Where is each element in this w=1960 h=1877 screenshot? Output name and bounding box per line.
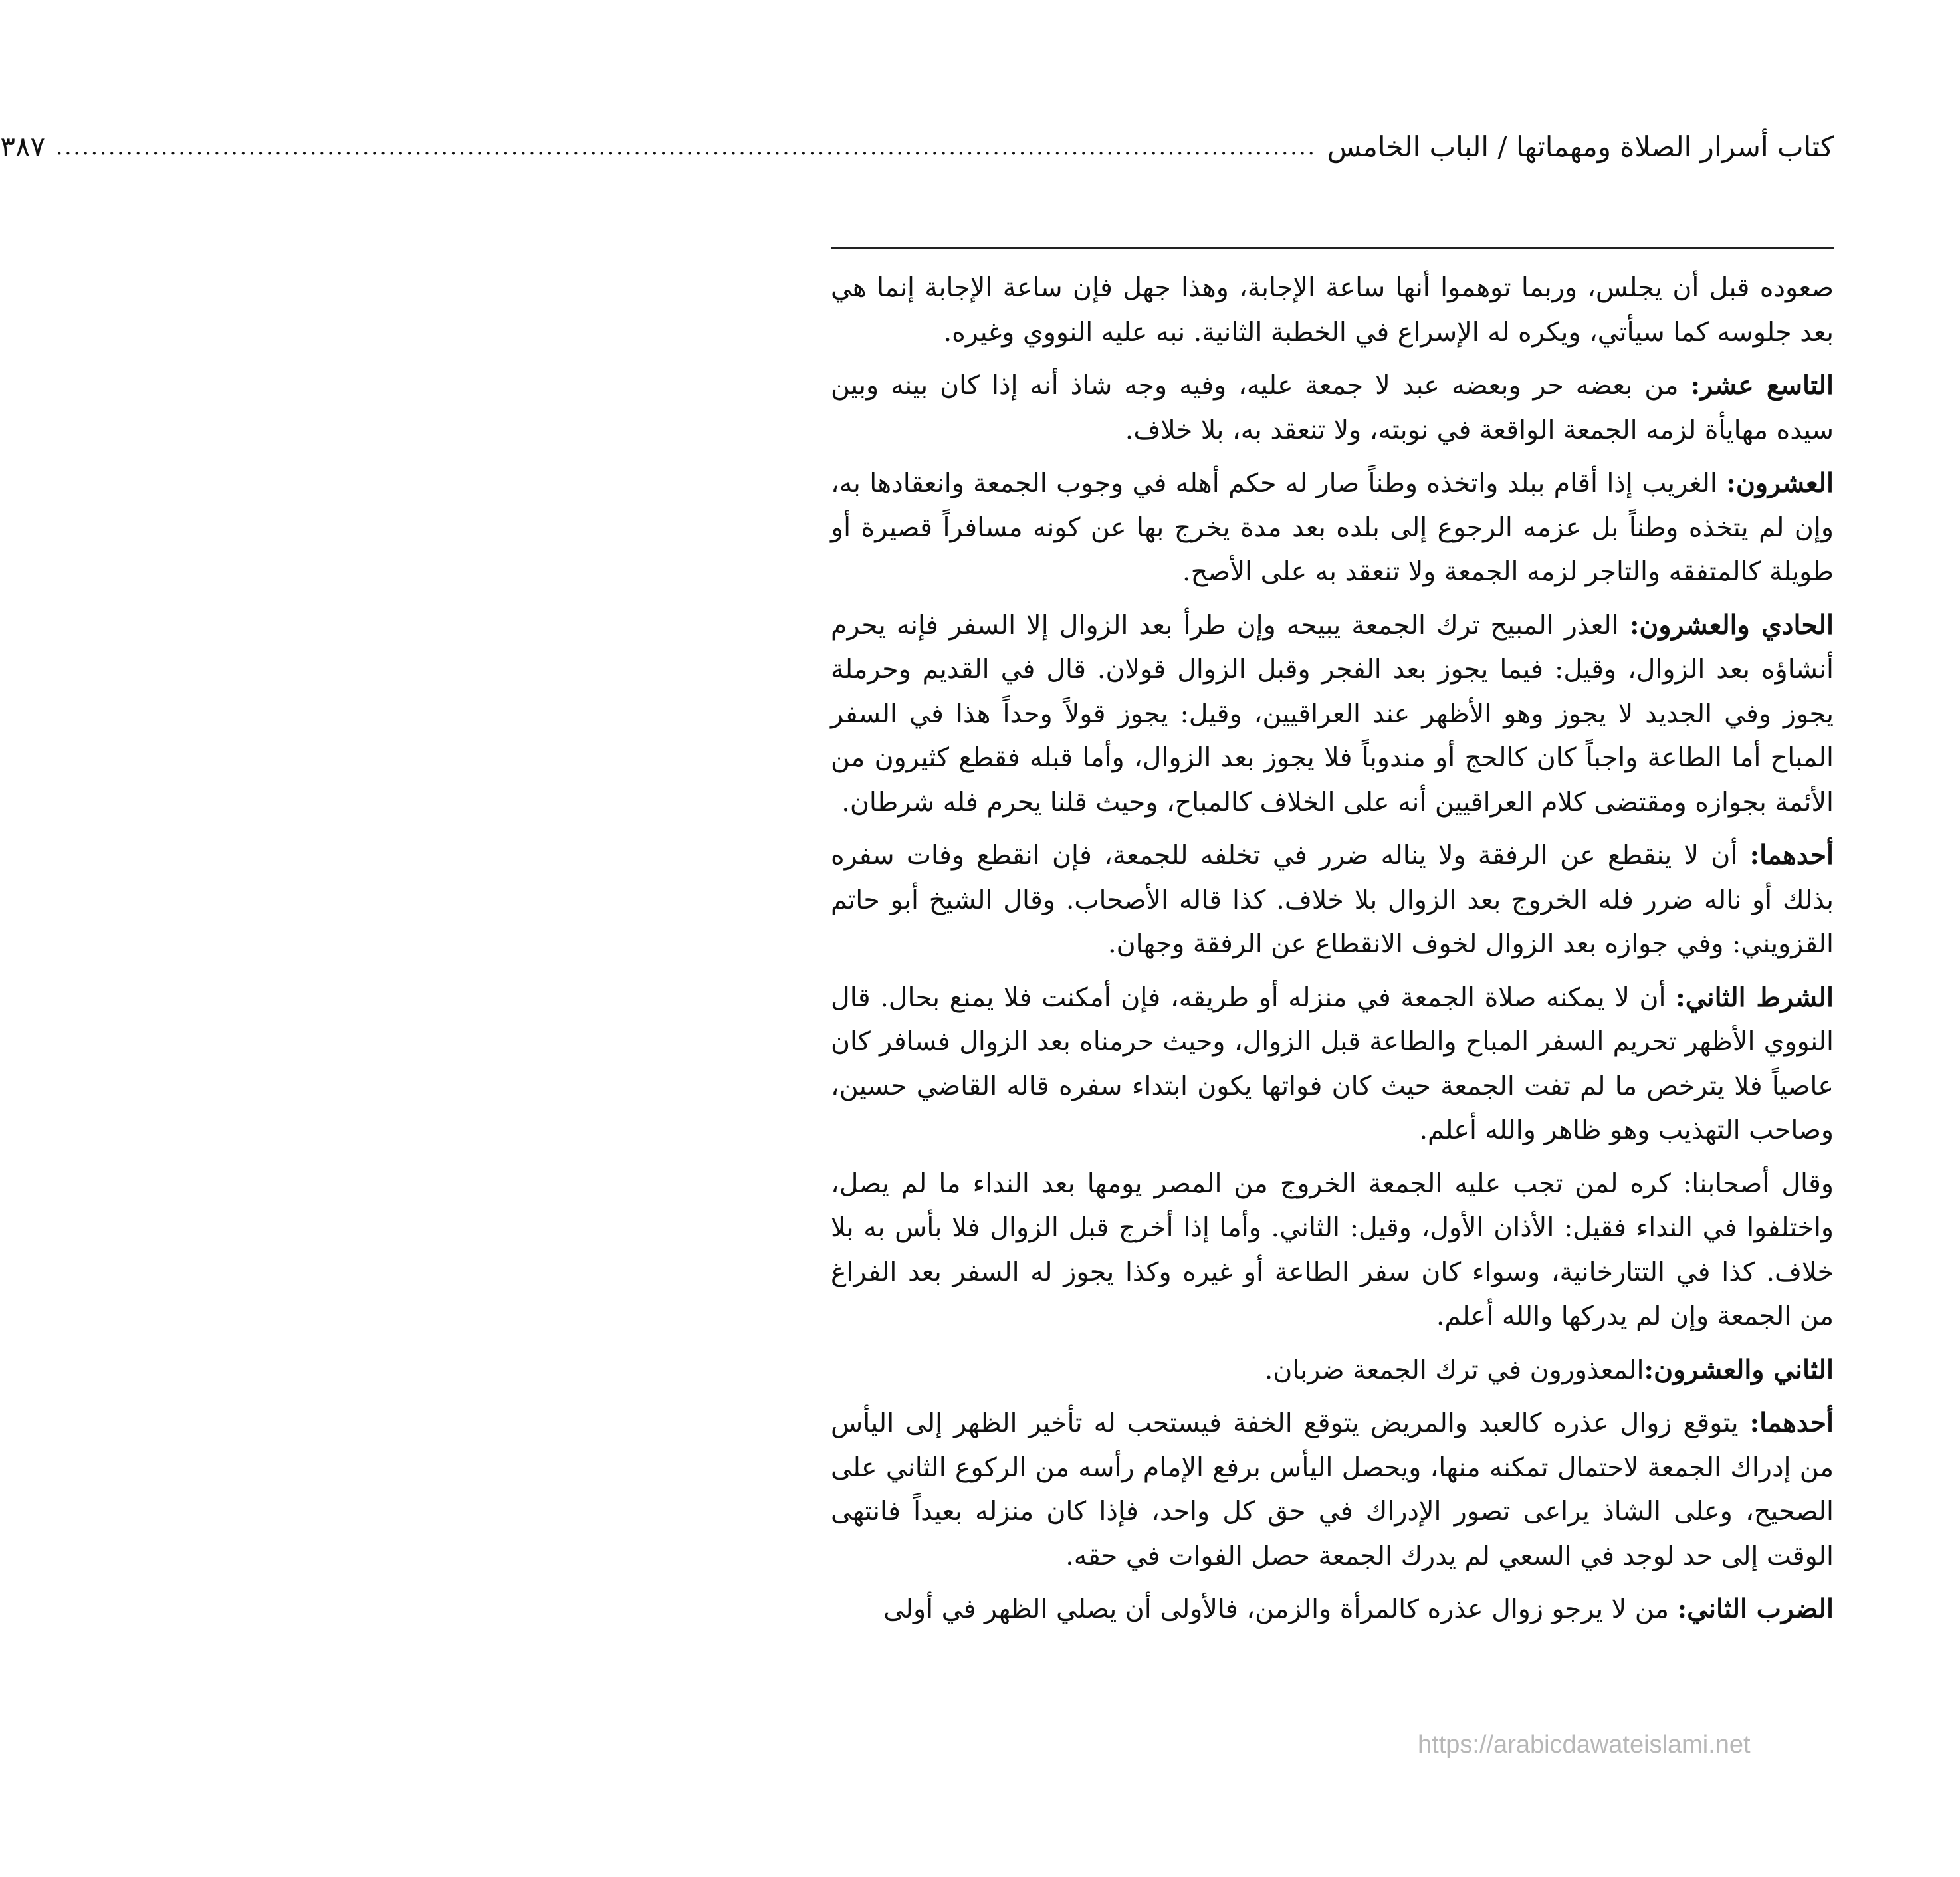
watermark-url: https://arabicdawateislami.net bbox=[1418, 1731, 1751, 1759]
paragraph-text: الغريب إذا أقام ببلد واتخذه وطناً صار له حكم أهله في وجوب الجمعة وانعقادها به، وإن لم يتخذه وطناً بل عزمه الرجوع إلى بلده بعد مدة يخرج بها عن كونه مسافراً قصيرة أو طويلة كالمتفقه والتاجر لزمه الجمعة ولا تنعقد به على الأصح. bbox=[831, 468, 1834, 587]
page-header bbox=[0, 124, 1834, 170]
leader-dots: ................................................................................................................................................ bbox=[56, 134, 1317, 160]
running-title: كتاب أسرار الصلاة ومهماتها / الباب الخامس bbox=[1327, 130, 1834, 163]
paragraph-5 bbox=[831, 833, 1834, 966]
paragraph-lead: التاسع عشر: bbox=[1690, 370, 1834, 401]
paragraph-text: وقال أصحابنا: كره لمن تجب عليه الجمعة الخروج من المصر يومها بعد النداء ما لم يصل، واختلفوا في النداء فقيل: الأذان الأول، وقيل: الثاني. وأما إذا أخرج قبل الزوال فلا بأس به بلا خلاف. كذا في التتارخانية، وسواء كان سفر الطاعة أو غيره وكذا يجوز له السفر بعد الفراغ من الجمعة وإن لم يدركها والله أعلم. bbox=[831, 1168, 1834, 1331]
paragraph-1 bbox=[831, 266, 1834, 354]
page-body bbox=[831, 266, 1834, 1711]
page-number: ٣٨٧ bbox=[0, 130, 46, 163]
paragraph-text: من لا يرجو زوال عذره كالمرأة والزمن، فالأولى أن يصلي الظهر في أولى bbox=[883, 1594, 1678, 1624]
paragraph-lead: العشرون: bbox=[1726, 468, 1834, 498]
paragraph-text: العذر المبيح ترك الجمعة يبيحه وإن طرأ بعد الزوال إلا السفر فإنه يحرم أنشاؤه بعد الزوال، وقيل: فيما يجوز بعد الفجر وقبل الزوال قولان. قال في القديم وحرملة يجوز وفي الجديد لا يجوز وهو الأظهر عند العراقيين، وقيل: يجوز قولاً وحداً هذا في السفر المباح أما الطاعة واجباً كان كالحج أو مندوباً فلا يجوز بعد الزوال، وأما قبله فقطع كثيرون من الأئمة بجوازه ومقتضى كلام العراقيين أنه على الخلاف كالمباح، وحيث قلنا يحرم فله شرطان. bbox=[831, 609, 1834, 818]
paragraph-lead: الحادي والعشرون: bbox=[1629, 609, 1834, 641]
paragraph-text: المعذورون في ترك الجمعة ضربان. bbox=[1264, 1354, 1644, 1385]
paragraph-7 bbox=[831, 1162, 1834, 1339]
paragraph-3 bbox=[831, 461, 1834, 594]
paragraph-text: صعوده قبل أن يجلس، وربما توهموا أنها ساعة الإجابة، وهذا جهل فإن ساعة الإجابة إنما هي بعد جلوسه كما سيأتي، ويكره له الإسراع في الخطبة الثانية. نبه عليه النووي وغيره. bbox=[831, 273, 1834, 348]
paragraph-2 bbox=[831, 364, 1834, 452]
paragraph-text: أن لا يمكنه صلاة الجمعة في منزله أو طريقه، فإن أمكنت فلا يمنع بحال. قال النووي الأظهر تحريم السفر المباح والطاعة قبل الزوال، وحيث حرمناه بعد الزوال فسافر كان عاصياً فلا يترخص ما لم تفت الجمعة حيث كان فواتها يكون ابتداء سفره قاله القاضي حسين، وصاحب التهذيب وهو ظاهر والله أعلم. bbox=[831, 982, 1834, 1145]
paragraph-lead: الشرط الثاني: bbox=[1676, 982, 1834, 1013]
paragraph-lead: الثاني والعشرون: bbox=[1644, 1354, 1834, 1385]
paragraph-text: يتوقع زوال عذره كالعبد والمريض يتوقع الخفة فيستحب له تأخير الظهر إلى اليأس من إدراك الجمعة لاحتمال تمكنه منها، ويحصل اليأس برفع الإمام رأسه من الركوع الثاني على الصحيح، وعلى الشاذ يراعى تصور الإدراك في حق كل واحد، فإذا كان منزله بعيداً فانتهى الوقت إلى حد لوجد في السعي لم يدرك الجمعة حصل الفوات في حقه. bbox=[831, 1408, 1834, 1571]
paragraph-4 bbox=[831, 604, 1834, 825]
paragraph-9 bbox=[831, 1401, 1834, 1578]
paragraph-lead: الضرب الثاني: bbox=[1677, 1594, 1834, 1624]
paragraph-8 bbox=[831, 1348, 1834, 1392]
paragraph-6 bbox=[831, 976, 1834, 1153]
paragraph-lead: أحدهما: bbox=[1749, 840, 1834, 871]
paragraph-10 bbox=[831, 1587, 1834, 1632]
paragraph-text: أن لا ينقطع عن الرفقة ولا يناله ضرر في تخلفه للجمعة، فإن انقطع وفات سفره بذلك أو ناله ضرر فله الخروج بعد الزوال بلا خلاف. كذا قاله الأصحاب. وقال الشيخ أبو حاتم القزويني: وفي جوازه بعد الزوال لخوف الانقطاع عن الرفقة وجهان. bbox=[831, 840, 1834, 959]
paragraph-lead: أحدهما: bbox=[1749, 1408, 1834, 1438]
header-rule bbox=[831, 247, 1834, 249]
paragraph-text: من بعضه حر وبعضه عبد لا جمعة عليه، وفيه وجه شاذ أنه إذا كان بينه وبين سيده مهايأة لزمه الجمعة الواقعة في نوبته، ولا تنعقد به، بلا خلاف. bbox=[831, 370, 1834, 445]
